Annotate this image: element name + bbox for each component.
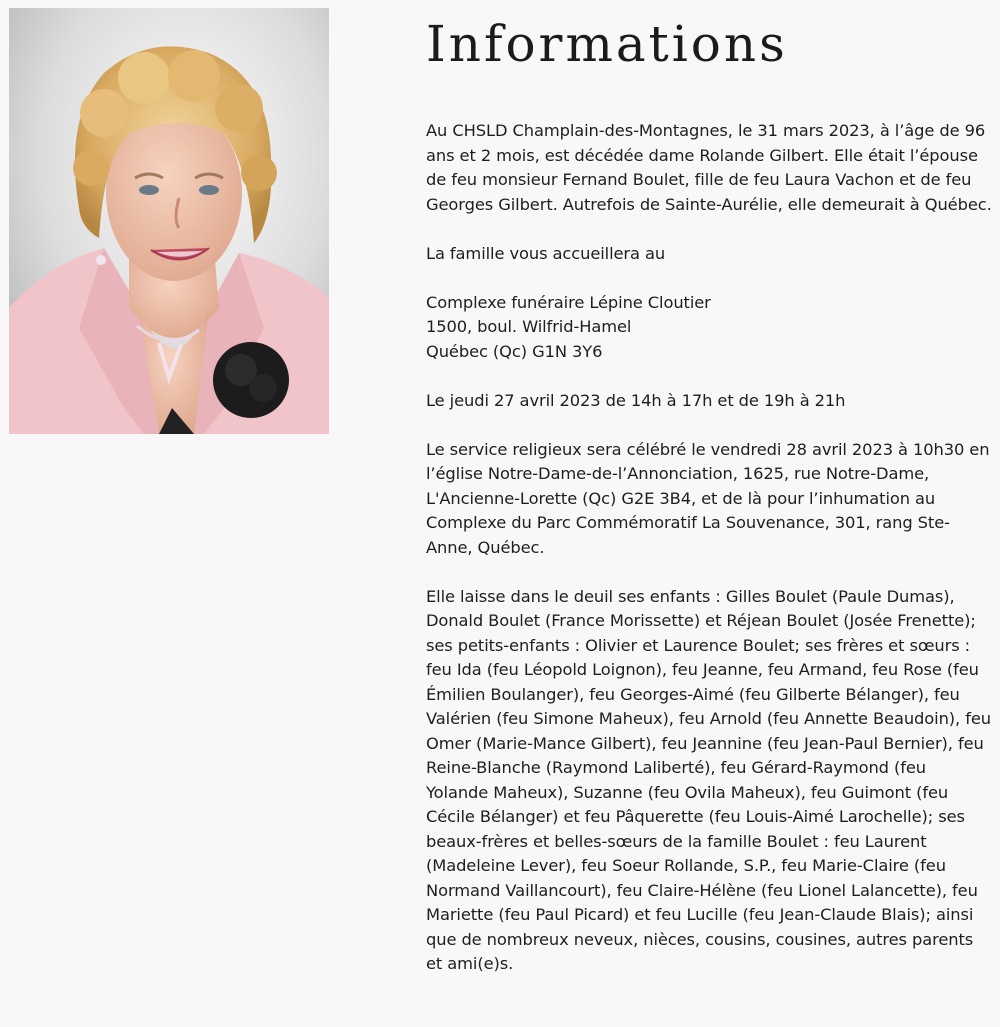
venue-street: 1500, boul. Wilfrid-Hamel <box>426 317 632 336</box>
visitation-hours: Le jeudi 27 avril 2023 de 14h à 17h et de 19h à 21h <box>426 390 846 410</box>
portrait-illustration <box>9 8 329 434</box>
page-title: Informations <box>426 15 788 73</box>
intro-paragraph: Au CHSLD Champlain-des-Montagnes, le 31 mars 2023, à l’âge de 96 ans et 2 mois, est décédée dame Rolande Gilbert. Elle était l’épouse de feu monsieur Fernand Boulet, fille de feu Laura Vachon et de feu Georges Gilbert. Autrefois de Sainte-Aurélie, elle demeurait à Québec. <box>426 121 992 214</box>
deceased-photo <box>9 8 329 434</box>
obituary-text <box>426 119 992 977</box>
survivors-paragraph: Elle laisse dans le deuil ses enfants : Gilles Boulet (Paule Dumas), Donald Boulet (France Morissette) et Réjean Boulet (Josée Frenette); ses petits-enfants : Olivier et Laurence Boulet; ses frères et sœurs : feu Ida (feu Léopold Loignon), feu Jeanne, feu Armand, feu Rose (feu Émilien Boulanger), feu Georges-Aimé (feu Gilberte Bélanger), feu Valérien (feu Simone Maheux), feu Arnold (feu Annette Beaudoin), feu Omer (Marie-Mance Gilbert), feu Jeannine (feu Jean-Paul Bernier), feu Reine-Blanche (Raymond Laliberté), feu Gérard-Raymond (feu Yolande Maheux), Suzanne (feu Ovila Maheux), feu Guimont (feu Cécile Bélanger) et feu Pâquerette (feu Louis-Aimé Larochelle); ses beaux-frères et belles-sœurs de la famille Boulet : feu Laurent (Madeleine Lever), feu Soeur Rollande, S.P., feu Marie-Claire (feu Normand Vaillancourt), feu Claire-Hélène (feu Lionel Lalancette), feu Mariette (feu Paul Picard) et feu Lucille (feu Jean-Claude Blais); ainsi que de nombreux neveux, nièces, cousins, cousines, autres parents et ami(e)s. <box>426 586 991 973</box>
service-paragraph: Le service religieux sera célébré le vendredi 28 avril 2023 à 10h30 en l’église Notre-Dame-de-l’Annonciation, 1625, rue Notre-Dame, L'Ancienne-Lorette (Qc) G2E 3B4, et de là pour l’inhumation au Complexe du Parc Commémoratif La Souvenance, 301, rang Ste-Anne, Québec. <box>426 439 990 557</box>
venue-name: Complexe funéraire Lépine Cloutier <box>426 292 711 312</box>
welcome-line: La famille vous accueillera au <box>426 243 666 263</box>
venue-city: Québec (Qc) G1N 3Y6 <box>426 341 603 361</box>
venue-address <box>426 291 992 365</box>
